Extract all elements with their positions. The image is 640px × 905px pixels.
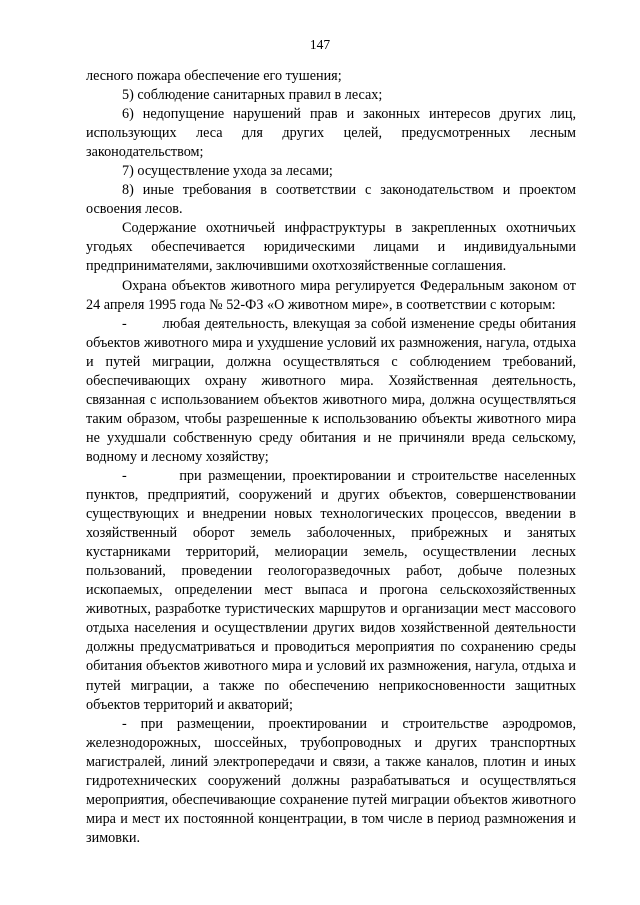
paragraph: Охрана объектов животного мира регулируется Федеральным законом от 24 апреля 1995 года № 52-ФЗ «О животном мире», в соответствии с которым:: [86, 277, 576, 313]
document-body: [86, 67, 576, 848]
paragraph: 7) осуществление ухода за лесами;: [122, 163, 333, 180]
list-item: - любая деятельность, влекущая за собой изменение среды обитания объектов животного мира и ухудшение условий их размножения, нагула, отдыха и путей миграции, должна осуществляться с соблюдением требований, обеспечивающих охрану животного мира. Хозяйственная деятельность, связанная с использованием объектов животного мира, должна осуществляться таким образом, чтобы разрешенные к использованию объекты животного мира не ухудшали собственную среду обитания и не причиняли вреда сельскому, водному и лесному хозяйству;: [86, 315, 576, 465]
paragraph: 5) соблюдение санитарных правил в лесах;: [122, 87, 383, 104]
list-item: - при размещении, проектировании и строительстве аэродромов, железнодорожных, шоссейных, трубопроводных и других транспортных магистралей, линий электропередачи и связи, а также каналов, плотин и иных гидротехнических сооружений должны разрабатываться и осуществляться мероприятия, обеспечивающие сохранение путей миграции объектов животного мира и мест их постоянной концентрации, в том числе в период размножения и зимовки.: [86, 715, 576, 846]
page-number: 147: [309, 37, 331, 52]
list-item: - при размещении, проектировании и строительстве населенных пунктов, предприятий, сооружений и других объектов, совершенствовании существующих и внедрении новых технологических процессов, введении в хозяйственный оборот земель заболоченных, прибрежных и занятых кустарниками территорий, мелиорации земель, осуществлении лесных пользований, проведении геологоразведочных работ, добыче полезных ископаемых, определении мест выпаса и прогона сельскохозяйственных животных, разработке туристических маршрутов и организации мест массового отдыха населения и осуществлении других видов хозяйственной деятельности должны предусматриваться и проводиться мероприятия по сохранению среды обитания объектов животного мира и условий их размножения, нагула, отдыха и путей миграции, а также по обеспечению неприкосновенности защитных объектов территорий и акваторий;: [86, 467, 576, 713]
paragraph: Содержание охотничьей инфраструктуры в закрепленных охотничьих угодьях обеспечивается юридическими лицами и индивидуальными предпринимателями, заключившими охотхозяйственные соглашения.: [86, 220, 576, 275]
paragraph: лесного пожара обеспечение его тушения;: [86, 68, 342, 84]
paragraph: 8) иные требования в соответствии с законодательством и проектом освоения лесов.: [86, 182, 576, 218]
paragraph: 6) недопущение нарушений прав и законных интересов других лиц, использующих леса для других целей, предусмотренных лесным законодательством;: [86, 106, 576, 161]
